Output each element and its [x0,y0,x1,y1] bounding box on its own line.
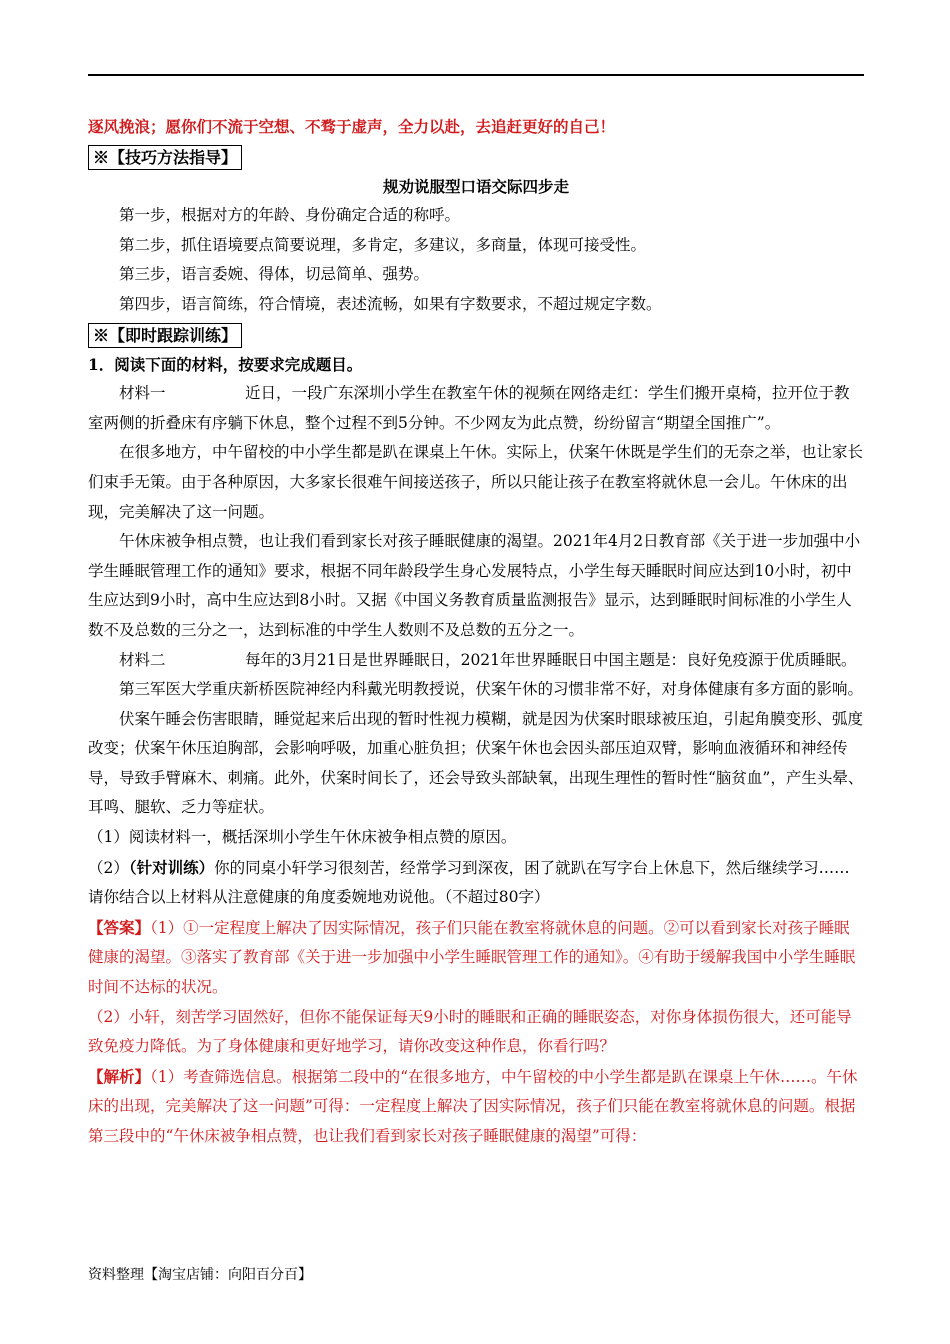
material1-para1 [88,379,864,438]
motto: 逐风挽浪；愿你们不流于空想、不骛于虚声，全力以赴，去追赶更好的自己！ [88,117,616,136]
sub2-text: 你的同桌小轩学习很刻苦，经常学习到深夜，困了就趴在写字台上休息下，然后继续学习……请你结合以上材料从注意健康的角度委婉地劝说他。（不超过80字） [88,858,850,907]
step-2: 第二步，抓住语境要点简要说理，多肯定，多建议，多商量，体现可接受性。 [119,235,647,254]
analysis-text: （1）考查筛选信息。根据第二段中的“在很多地方，中午留校的中小学生都是趴在课桌上午休……。午休床的出现，完美解决了这一问题”可得：一定程度上解决了因实际情况，孩子们只能在教室将就休息的问题。根据第三段中的“午休床被争相点赞，也让我们看到家长对孩子睡眠健康的渴望”可得： [88,1067,858,1145]
material1-para2: 在很多地方，中午留校的中小学生都是趴在课桌上午休。实际上，伏案午休既是学生们的无奈之举，也让家长们束手无策。由于各种原因，大多家长很难午间接送孩子，所以只能让孩子在教室将就休息一会儿。午休床的出现，完美解决了这一问题。 [88,443,864,521]
section-method-guide [88,142,864,320]
footer-source: 资料整理【淘宝店铺：向阳百分百】 [88,1267,312,1283]
material2-para3: 伏案午睡会伤害眼睛，睡觉起来后出现的暂时性视力模糊，就是因为伏案时眼球被压迫，引起角膜变形、弧度改变；伏案午休压迫胸部，会影响呼吸，加重心脏负担；伏案午休也会因头部压迫双臂，影响血液循环和神经传导，导致手臂麻木、刺痛。此外，伏案时间长了，还会导致头部缺氧，出现生理性的暂时性“脑贫血”，产生头晕、耳鸣、腿软、乏力等症状。 [88,709,864,817]
sub2-prefix: （2） [88,858,129,877]
material2-para2: 第三军医大学重庆新桥医院神经内科戴光明教授说，伏案午休的习惯非常不好，对身体健康有多方面的影响。 [119,680,864,699]
step-1: 第一步，根据对方的年龄、身份确定合适的称呼。 [119,206,461,225]
answer-1-text: （1）①一定程度上解决了因实际情况，孩子们只能在教室将就休息的问题。②可以看到家长对孩子睡眠健康的渴望。③落实了教育部《关于进一步加强中小学生睡眠管理工作的通知》。④有助于缓解我国中小学生睡眠时间不达标的状况。 [88,918,856,997]
sub-question-2 [88,853,864,913]
answer-2: （2）小轩，刻苦学习固然好，但你不能保证每天9小时的睡眠和正确的睡眠姿态，对你身体损伤很大，还可能导致免疫力降低。为了身体健康和更好地学习，请你改变这种作息，你看行吗？ [88,1007,852,1056]
section-heading-practice: ※【即时跟踪训练】 [88,323,242,348]
answer-tag: 【答案】 [88,917,151,937]
sub-question-1: （1）阅读材料一，概括深圳小学生午休床被争相点赞的原因。 [88,828,517,847]
method-title: 规劝说服型口语交际四步走 [382,176,569,196]
section-heading-method: ※【技巧方法指导】 [88,145,242,170]
material2-para1 [88,646,864,676]
sub2-tag: （针对训练） [128,857,215,877]
section-practice [88,320,864,1152]
material1-label: 材料一 [119,384,166,403]
question-stem: 1．阅读下面的材料，按要求完成题目。 [88,354,363,374]
answer-1 [88,913,864,1003]
material1-text1: 近日，一段广东深圳小学生在教室午休的视频在网络走红：学生们搬开桌椅，拉开位于教室两侧的折叠床有序躺下休息，整个过程不到5分钟。不少网友为此点赞，纷纷留言“期望全国推广”。 [88,384,850,432]
analysis-tag: 【解析】 [88,1066,151,1086]
material2-label: 材料二 [119,650,166,669]
material2-text1: 每年的3月21日是世界睡眠日，2021年世界睡眠日中国主题是：良好免疫源于优质睡眠。 [245,650,857,669]
step-3: 第三步，语言委婉、得体，切忌简单、强势。 [119,265,430,284]
document-body [88,112,864,1152]
step-4: 第四步，语言简练，符合情境，表述流畅，如果有字数要求，不超过规定字数。 [119,294,662,313]
header-rule [88,74,864,76]
analysis [88,1062,864,1152]
material1-para3: 午休床被争相点赞，也让我们看到家长对孩子睡眠健康的渴望。2021年4月2日教育部《关于进一步加强中小学生睡眠管理工作的通知》要求，根据不同年龄段学生身心发展特点，小学生每天睡眠时间应达到10小时，初中生应达到9小时，高中生应达到8小时。又据《中国义务教育质量监测报告》显示，达到睡眠时间标准的小学生人数不及总数的三分之一，达到标准的中学生人数则不及总数的五分之一。 [88,532,861,639]
